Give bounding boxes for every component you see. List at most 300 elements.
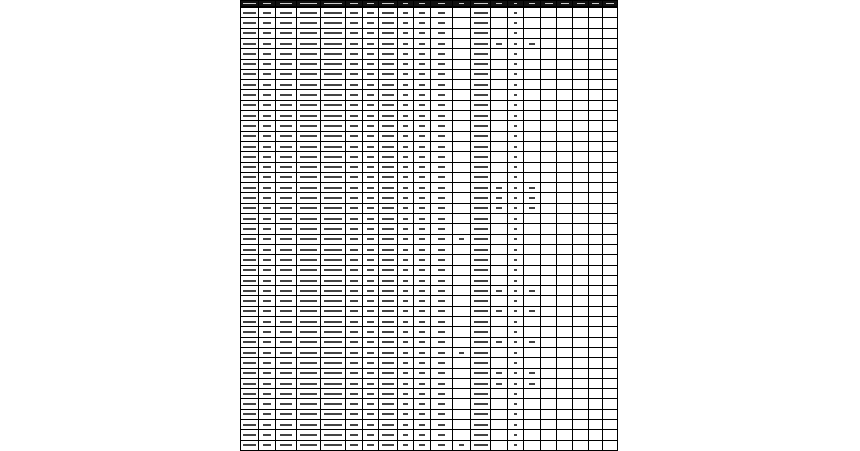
illegible-text [438,12,445,14]
illegible-text [300,300,317,302]
table-cell [588,440,603,451]
illegible-text [350,269,359,271]
illegible-text [280,3,293,4]
illegible-text [474,94,488,96]
illegible-text [324,413,343,415]
illegible-text [280,84,293,86]
illegible-text [403,73,408,75]
illegible-text [514,352,517,354]
illegible-text [474,63,488,65]
illegible-text [263,187,272,189]
illegible-text [263,156,272,158]
illegible-text [243,32,256,34]
illegible-text [300,176,317,178]
illegible-text [243,434,256,436]
illegible-text [474,146,488,148]
illegible-text [514,84,517,86]
illegible-text [403,218,408,220]
illegible-text [300,362,317,364]
illegible-text [403,125,408,127]
illegible-text [300,341,317,343]
illegible-text [419,228,424,230]
illegible-text [324,444,343,446]
illegible-text [300,32,317,34]
illegible-text [419,413,424,415]
illegible-text [367,300,373,302]
illegible-text [403,362,408,364]
illegible-text [438,393,445,395]
illegible-text [243,290,256,292]
illegible-text [474,362,488,364]
illegible-text [419,12,424,14]
illegible-text [382,32,393,34]
illegible-text [280,383,293,385]
illegible-text [350,166,359,168]
illegible-text [280,94,293,96]
illegible-text [474,73,488,75]
illegible-text [382,310,393,312]
table-cell [430,440,453,451]
illegible-text [474,259,488,261]
illegible-text [561,3,569,4]
illegible-text [438,310,445,312]
illegible-text [350,32,359,34]
table-cell [452,0,471,7]
illegible-text [382,269,393,271]
illegible-text [606,3,614,4]
illegible-text [514,228,517,230]
illegible-text [367,218,373,220]
illegible-text [263,269,272,271]
illegible-text [438,290,445,292]
illegible-text [438,424,445,426]
illegible-text [300,310,317,312]
illegible-text [474,310,488,312]
illegible-text [243,383,256,385]
illegible-text [350,300,359,302]
illegible-text [243,249,256,251]
illegible-text [324,166,343,168]
illegible-text [324,115,343,117]
illegible-text [280,12,293,14]
illegible-text [300,22,317,24]
illegible-text [280,372,293,374]
illegible-text [280,321,293,323]
illegible-text [263,104,272,106]
illegible-text [419,84,424,86]
illegible-text [300,228,317,230]
illegible-text [474,125,488,127]
illegible-text [243,84,256,86]
illegible-text [243,3,256,4]
illegible-text [367,63,373,65]
illegible-text [474,249,488,251]
illegible-text [438,187,445,189]
illegible-text [263,321,272,323]
illegible-text [474,321,488,323]
illegible-text [263,73,272,75]
table-cell [602,440,618,451]
illegible-text [350,424,359,426]
illegible-text [474,424,488,426]
illegible-text [403,104,408,106]
illegible-text [438,413,445,415]
illegible-text [403,12,408,14]
illegible-text [350,146,359,148]
illegible-text [514,362,517,364]
illegible-text [403,197,408,199]
illegible-text [474,115,488,117]
illegible-text [243,135,256,137]
illegible-text [300,424,317,426]
illegible-text [438,104,445,106]
table-cell [240,0,259,7]
illegible-text [350,362,359,364]
illegible-text [438,146,445,148]
illegible-text [263,249,272,251]
illegible-text [474,341,488,343]
illegible-text [403,321,408,323]
illegible-text [403,187,408,189]
illegible-text [263,218,272,220]
illegible-text [403,166,408,168]
illegible-text [263,43,272,45]
illegible-text [514,94,517,96]
illegible-text [514,434,517,436]
illegible-text [324,280,343,282]
illegible-text [382,115,393,117]
illegible-text [419,176,424,178]
illegible-text [324,321,343,323]
illegible-text [324,393,343,395]
illegible-text [350,352,359,354]
illegible-text [382,197,393,199]
illegible-text [419,43,424,45]
illegible-text [514,383,517,385]
illegible-text [243,413,256,415]
illegible-text [474,300,488,302]
illegible-text [367,146,373,148]
illegible-text [300,73,317,75]
illegible-text [459,352,464,354]
illegible-text [367,331,373,333]
illegible-text [280,43,293,45]
illegible-text [419,383,424,385]
illegible-text [514,372,517,374]
illegible-text [403,63,408,65]
illegible-text [474,383,488,385]
illegible-text [367,3,373,4]
illegible-text [474,166,488,168]
illegible-text [324,331,343,333]
illegible-text [419,259,424,261]
illegible-text [300,393,317,395]
illegible-text [403,146,408,148]
illegible-text [243,259,256,261]
illegible-text [300,115,317,117]
illegible-text [367,269,373,271]
illegible-text [403,413,408,415]
illegible-text [324,383,343,385]
illegible-text [280,187,293,189]
illegible-text [438,444,445,446]
illegible-text [243,22,256,24]
illegible-text [514,187,517,189]
table-cell [490,440,508,451]
table-header-row [240,0,617,7]
illegible-text [280,156,293,158]
illegible-text [324,207,343,209]
illegible-text [382,383,393,385]
illegible-text [243,166,256,168]
illegible-text [263,146,272,148]
illegible-text [514,53,517,55]
illegible-text [514,259,517,261]
illegible-text [243,269,256,271]
illegible-text [367,321,373,323]
illegible-text [350,3,359,4]
illegible-text [496,310,503,312]
illegible-text [514,63,517,65]
illegible-text [367,73,373,75]
illegible-text [367,115,373,117]
illegible-text [382,413,393,415]
illegible-text [419,280,424,282]
illegible-text [300,269,317,271]
illegible-text [280,63,293,65]
illegible-text [496,383,503,385]
illegible-text [367,362,373,364]
table-cell [540,440,557,451]
table-cell [275,440,297,451]
illegible-text [243,94,256,96]
illegible-text [382,424,393,426]
illegible-text [263,259,272,261]
illegible-text [474,290,488,292]
illegible-text [438,383,445,385]
illegible-text [367,280,373,282]
illegible-text [419,434,424,436]
illegible-text [324,43,343,45]
illegible-text [280,218,293,220]
illegible-text [419,238,424,240]
illegible-text [263,3,272,4]
illegible-text [382,94,393,96]
table-cell [430,0,453,7]
illegible-text [438,238,445,240]
illegible-text [514,125,517,127]
illegible-text [529,197,536,199]
illegible-text [514,146,517,148]
illegible-text [382,146,393,148]
illegible-text [350,197,359,199]
table-cell [523,440,541,451]
illegible-text [263,115,272,117]
illegible-text [529,372,536,374]
table-cell [258,0,276,7]
illegible-text [263,290,272,292]
table-cell [523,0,541,7]
illegible-text [243,73,256,75]
illegible-text [419,156,424,158]
illegible-text [300,63,317,65]
illegible-text [474,176,488,178]
illegible-text [280,393,293,395]
illegible-text [324,53,343,55]
illegible-text [324,403,343,405]
illegible-text [474,238,488,240]
illegible-text [350,403,359,405]
table-cell [397,0,414,7]
illegible-text [438,125,445,127]
illegible-text [419,63,424,65]
illegible-text [367,32,373,34]
illegible-text [324,269,343,271]
illegible-text [350,115,359,117]
illegible-text [367,403,373,405]
illegible-text [367,135,373,137]
illegible-text [459,444,464,446]
illegible-text [280,53,293,55]
illegible-text [280,146,293,148]
illegible-text [592,3,599,4]
illegible-text [367,94,373,96]
illegible-text [514,393,517,395]
illegible-text [324,197,343,199]
illegible-text [419,146,424,148]
illegible-text [514,280,517,282]
illegible-text [324,218,343,220]
illegible-text [350,84,359,86]
illegible-text [382,249,393,251]
illegible-text [382,259,393,261]
illegible-text [438,176,445,178]
table-cell [378,440,398,451]
illegible-text [514,424,517,426]
illegible-text [280,32,293,34]
table-cell [470,0,491,7]
table-cell [507,0,524,7]
illegible-text [382,238,393,240]
illegible-text [474,197,488,199]
illegible-text [474,156,488,158]
illegible-text [263,362,272,364]
illegible-text [474,413,488,415]
illegible-text [350,43,359,45]
illegible-text [324,310,343,312]
illegible-text [403,53,408,55]
illegible-text [280,228,293,230]
illegible-text [350,393,359,395]
illegible-text [496,372,503,374]
illegible-text [382,331,393,333]
illegible-text [243,310,256,312]
illegible-text [419,197,424,199]
illegible-text [243,12,256,14]
illegible-text [243,125,256,127]
illegible-text [514,73,517,75]
illegible-text [350,413,359,415]
illegible-text [438,403,445,405]
illegible-text [367,207,373,209]
illegible-text [243,207,256,209]
illegible-text [263,166,272,168]
table-cell [490,0,508,7]
illegible-text [350,310,359,312]
illegible-text [403,383,408,385]
illegible-text [367,22,373,24]
illegible-text [280,135,293,137]
illegible-text [243,372,256,374]
illegible-text [243,280,256,282]
illegible-text [367,53,373,55]
illegible-text [280,249,293,251]
illegible-text [419,22,424,24]
table-cell [320,440,346,451]
illegible-text [280,310,293,312]
illegible-text [403,403,408,405]
illegible-text [474,43,488,45]
illegible-text [243,176,256,178]
illegible-text [280,22,293,24]
illegible-text [350,331,359,333]
illegible-text [367,290,373,292]
illegible-text [438,362,445,364]
illegible-text [367,424,373,426]
illegible-text [514,290,517,292]
table-cell [258,440,276,451]
illegible-text [300,166,317,168]
illegible-text [350,238,359,240]
illegible-text [263,228,272,230]
illegible-text [514,115,517,117]
illegible-text [382,63,393,65]
illegible-text [438,207,445,209]
illegible-text [280,104,293,106]
illegible-text [514,176,517,178]
illegible-text [403,156,408,158]
illegible-text [324,32,343,34]
illegible-text [474,269,488,271]
illegible-text [474,444,488,446]
illegible-text [514,444,517,446]
illegible-text [403,22,408,24]
table-cell [413,440,431,451]
illegible-text [280,166,293,168]
illegible-text [324,352,343,354]
illegible-text [403,259,408,261]
illegible-text [419,331,424,333]
illegible-text [263,22,272,24]
illegible-text [438,249,445,251]
illegible-text [438,341,445,343]
illegible-text [382,290,393,292]
illegible-text [496,197,503,199]
illegible-text [514,207,517,209]
illegible-text [438,94,445,96]
illegible-text [419,321,424,323]
illegible-text [263,12,272,14]
illegible-text [263,424,272,426]
illegible-text [350,290,359,292]
illegible-text [529,187,536,189]
illegible-text [514,32,517,34]
illegible-text [300,94,317,96]
illegible-text [403,393,408,395]
illegible-text [474,393,488,395]
illegible-text [350,187,359,189]
illegible-text [514,403,517,405]
